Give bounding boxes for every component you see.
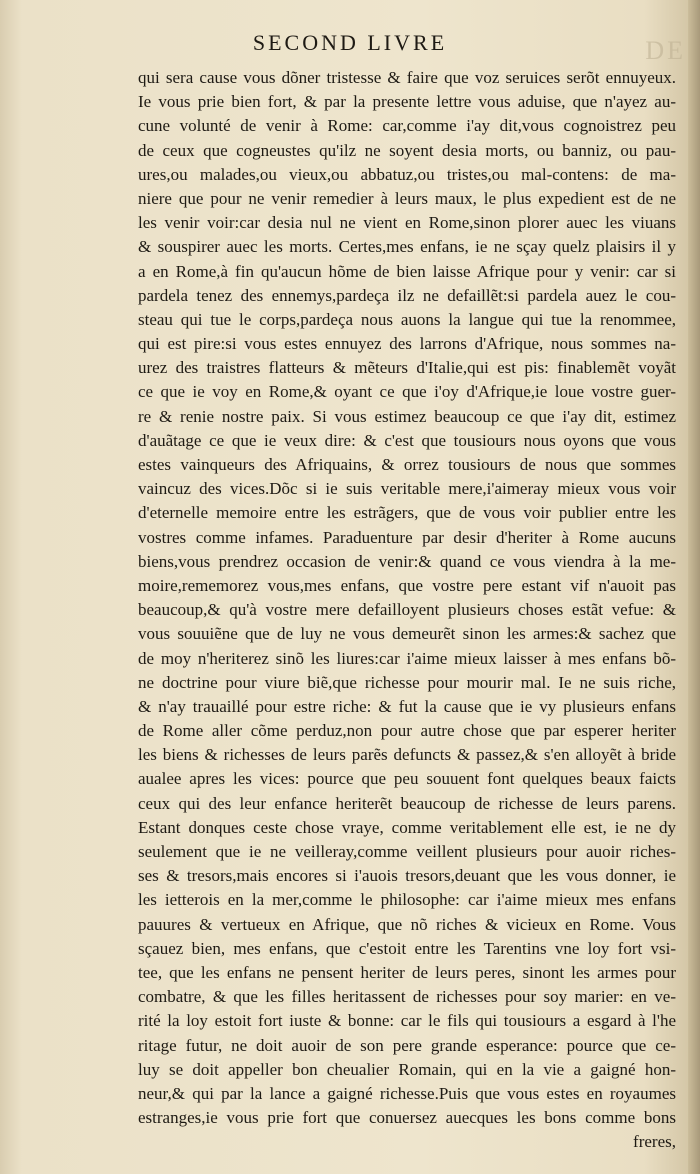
text-line: sçauez bien, mes enfans, que c'estoit entre les Tarentins vne loy fort vsi- xyxy=(138,938,676,958)
text-line: cune volunté de venir à Rome: car,comme i'ay dit,vous cognoistrez peu xyxy=(138,116,676,136)
text-line: Estant donques ceste chose vraye, comme veritablement elle est, ie ne dy xyxy=(138,817,676,837)
text-line: ses & tresors,mais encores si i'auois tresors,deuant que les vous donner, ie xyxy=(138,866,676,886)
text-line: pauures & vertueux en Afrique, que nõ riches & vicieux en Rome. Vous xyxy=(138,914,676,934)
text-line: les venir voir:car desia nul ne vient en Rome,sinon plorer auec les viuans xyxy=(138,213,676,233)
text-line: & souspirer auec les morts. Certes,mes enfans, ie ne sçay quelz plaisirs il y xyxy=(138,237,676,257)
text-line: Ie vous prie bien fort, & par la presente lettre vous aduise, que n'ayez au- xyxy=(138,92,676,112)
text-line: vous souuiẽne que de luy ne vous demeurẽt sinon les armes:& sachez que xyxy=(138,624,676,644)
text-line: d'auãtage ce que ie veux dire: & c'est que tousiours nous oyons que vous xyxy=(138,430,676,450)
text-line: ne doctrine pour viure biẽ,que richesse pour mourir mal. Ie ne suis riche, xyxy=(138,672,676,692)
text-line: moire,rememorez vous,mes enfans, que vostre pere estant vif n'auoit pas xyxy=(138,575,676,595)
text-line: pardela tenez des ennemys,pardeça ilz ne defaillẽt:si pardela auez le cou- xyxy=(138,285,676,305)
body-text xyxy=(138,66,676,1154)
text-line: estes vainqueurs des Afriquains, & orrez tousiours de nous que sommes xyxy=(138,455,676,474)
text-line: seulement que ie ne veilleray,comme veillent plusieurs pour auoir riches- xyxy=(138,842,676,861)
text-line: niere que pour ne venir remedier à leurs maux, le plus expedient est de ne xyxy=(138,188,676,208)
text-line: d'eternelle memoire entre les estrãgers, que de vous voir publier entre les xyxy=(138,503,676,523)
running-head: SECOND LIVRE xyxy=(252,30,448,55)
text-line: urez des traistres flatteurs & mẽteurs d'Italie,qui est pis: finablemẽt voyãt xyxy=(138,358,676,378)
text-line: qui est pire:si vous estes ennuyez des larrons d'Afrique, nous sommes na- xyxy=(138,334,676,354)
text-line: qui sera cause vous dõner tristesse & faire que voz seruices serõt ennuyeux. xyxy=(138,68,676,87)
bleed-through-text: DE xyxy=(645,36,686,65)
text-line: freres, xyxy=(633,1132,676,1152)
text-line: luy se doit appeller bon cheualier Romain, qui en la vie a gaigné hon- xyxy=(138,1059,676,1079)
text-line: ritage futur, ne doit auoir de son pere grande esperance: pource que ce- xyxy=(138,1035,676,1055)
page-edge xyxy=(688,0,700,1174)
text-line: les ietterois en la mer,comme le philosophe: car i'aime mieux mes enfans xyxy=(138,890,676,910)
text-line: a en Rome,à fin qu'aucun hõme de bien laisse Afrique pour y venir: car si xyxy=(138,261,676,281)
text-line: de ceux que cogneustes qu'ilz ne soyent desia morts, ou banniz, ou pau- xyxy=(138,140,676,160)
text-line: aualee apres les vices: pource que peu souuent font quelques beaux faicts xyxy=(138,769,676,789)
text-line: steau qui tue le corps,pardeça nous auons la langue qui tue la renommee, xyxy=(138,309,676,329)
text-line: & n'ay trauaillé pour estre riche: & fut la cause que ie vy plusieurs enfans xyxy=(138,696,676,716)
text-line: tee, que les enfans ne pensent heriter de leurs peres, sinont les armes pour xyxy=(138,962,676,982)
text-line: biens,vous prendrez occasion de venir:& quand ce vous viendra à la me- xyxy=(138,551,676,571)
text-line: re & renie nostre paix. Si vous estimez beaucoup ce que i'ay dit, estimez xyxy=(138,406,676,426)
text-line: ce que ie voy en Rome,& oyant ce que i'oy d'Afrique,ie loue vostre guer- xyxy=(138,382,676,402)
text-line: de Rome aller cõme perduz,non pour autre chose que par esperer heriter xyxy=(138,721,676,741)
text-line: les biens & richesses de leurs parẽs defuncts & passez,& s'en alloyẽt à bride xyxy=(138,745,676,765)
text-line: estranges,ie vous prie fort que conuersez auecques les bons comme bons xyxy=(138,1108,676,1128)
text-line: combatre, & que les filles heritassent de richesses pour soy marier: en ve- xyxy=(138,987,676,1007)
text-line: de moy n'heriterez sinõ les liures:car i'aime mieux laisser à mes enfans bõ- xyxy=(138,648,676,668)
text-line: beaucoup,& qu'à vostre mere defailloyent plusieurs choses estãt vefue: & xyxy=(138,600,676,620)
text-line: ceux qui des leur enfance heriterẽt beaucoup de richesse de leurs parens. xyxy=(138,793,676,813)
text-line: ures,ou malades,ou vieux,ou abbatuz,ou tristes,ou mal-contens: de ma- xyxy=(138,164,676,184)
text-line: vaincuz des vices.Dõc si ie suis veritable mere,i'aimeray mieux vous voir xyxy=(138,479,676,499)
text-line: vostres comme infames. Paraduenture par desir d'heriter à Rome aucuns xyxy=(138,527,676,547)
text-line: rité la loy estoit fort iuste & bonne: car le fils qui tousiours a esgard à l'he xyxy=(138,1011,676,1031)
text-line: neur,& qui par la lance a gaigné richesse.Puis que vous estes en royaumes xyxy=(138,1083,676,1103)
